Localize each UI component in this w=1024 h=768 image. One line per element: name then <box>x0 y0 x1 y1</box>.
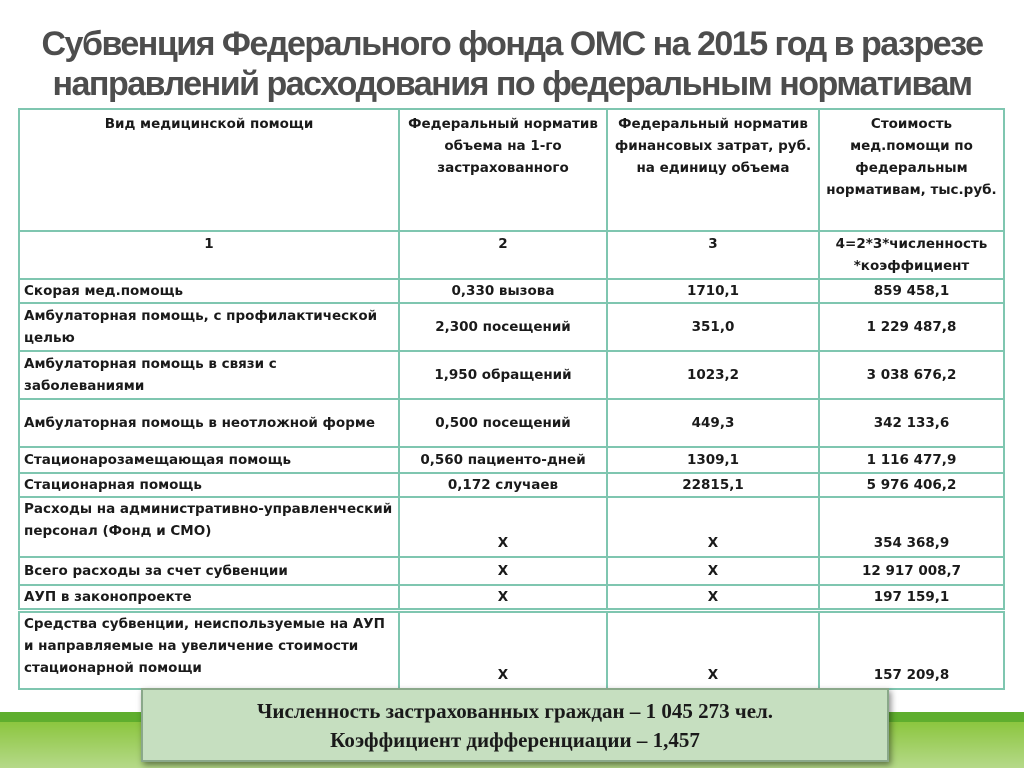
row-cost: Х <box>607 557 819 585</box>
row-volume: 1,950 обращений <box>399 351 607 399</box>
row-total: 5 976 406,2 <box>819 473 1004 497</box>
row-name: Амбулаторная помощь, с профилактической целью <box>19 303 399 351</box>
row-volume: 0,330 вызова <box>399 279 607 303</box>
row-name: Стационарная помощь <box>19 473 399 497</box>
row-cost: Х <box>607 497 819 557</box>
column-number-1: 1 <box>19 231 399 279</box>
row-total: 12 917 008,7 <box>819 557 1004 585</box>
row-volume: 0,172 случаев <box>399 473 607 497</box>
table-header-row <box>19 109 1004 231</box>
table-row <box>19 557 1004 585</box>
row-cost: 22815,1 <box>607 473 819 497</box>
table-row <box>19 585 1004 611</box>
header-cell-volume-norm: Федеральный норматив объема на 1-го застрахованного <box>399 109 607 231</box>
header-cell-total-cost: Стоимость мед.помощи по федеральным нормативам, тыс.руб. <box>819 109 1004 231</box>
row-name: Скорая мед.помощь <box>19 279 399 303</box>
summary-note-box <box>141 688 889 762</box>
row-total: 342 133,6 <box>819 399 1004 447</box>
row-cost: 1710,1 <box>607 279 819 303</box>
row-volume: 0,500 посещений <box>399 399 607 447</box>
row-total: 197 159,1 <box>819 585 1004 611</box>
subvention-table <box>18 108 1005 690</box>
insured-count-note: Численность застрахованных граждан – 1 045 273 чел. <box>256 699 774 723</box>
row-volume: Х <box>399 497 607 557</box>
row-total: 1 229 487,8 <box>819 303 1004 351</box>
table-row <box>19 473 1004 497</box>
table-row <box>19 611 1004 689</box>
row-volume: Х <box>399 585 607 611</box>
table-row <box>19 279 1004 303</box>
row-name: АУП в законопроекте <box>19 585 399 611</box>
table-row <box>19 351 1004 399</box>
row-volume: Х <box>399 557 607 585</box>
column-number-4: 4=2*3*численность *коэффициент <box>819 231 1004 279</box>
header-cell-cost-norm: Федеральный норматив финансовых затрат, руб. на единицу объема <box>607 109 819 231</box>
column-number-row <box>19 231 1004 279</box>
table-row <box>19 303 1004 351</box>
column-number-2: 2 <box>399 231 607 279</box>
row-total: 157 209,8 <box>819 611 1004 689</box>
row-total: 859 458,1 <box>819 279 1004 303</box>
header-cell-care-type: Вид медицинской помощи <box>19 109 399 231</box>
row-cost: Х <box>607 585 819 611</box>
row-cost: 351,0 <box>607 303 819 351</box>
row-cost: 1309,1 <box>607 447 819 473</box>
table-row <box>19 497 1004 557</box>
slide-title-line-2: направлений расходования по федеральным нормативам <box>52 65 972 103</box>
row-name: Средства субвенции, неиспользуемые на АУП и направляемые на увеличение стоимости стационарной помощи <box>19 611 399 689</box>
table-row <box>19 447 1004 473</box>
row-volume: 2,300 посещений <box>399 303 607 351</box>
row-total: 3 038 676,2 <box>819 351 1004 399</box>
differentiation-coefficient-note: Коэффициент дифференциации – 1,457 <box>330 728 700 752</box>
row-name: Всего расходы за счет субвенции <box>19 557 399 585</box>
row-volume: 0,560 пациенто-дней <box>399 447 607 473</box>
table-row <box>19 399 1004 447</box>
slide-title-line-1: Субвенция Федерального фонда ОМС на 2015 год в разрезе <box>41 25 983 63</box>
row-volume: Х <box>399 611 607 689</box>
row-name: Амбулаторная помощь в неотложной форме <box>19 399 399 447</box>
row-cost: 1023,2 <box>607 351 819 399</box>
row-total: 354 368,9 <box>819 497 1004 557</box>
row-name: Расходы на административно-управленческий персонал (Фонд и СМО) <box>19 497 399 557</box>
slide-title <box>0 24 1024 104</box>
row-cost: Х <box>607 611 819 689</box>
column-number-3: 3 <box>607 231 819 279</box>
row-cost: 449,3 <box>607 399 819 447</box>
row-total: 1 116 477,9 <box>819 447 1004 473</box>
row-name: Стационарозамещающая помощь <box>19 447 399 473</box>
row-name: Амбулаторная помощь в связи с заболеваниями <box>19 351 399 399</box>
